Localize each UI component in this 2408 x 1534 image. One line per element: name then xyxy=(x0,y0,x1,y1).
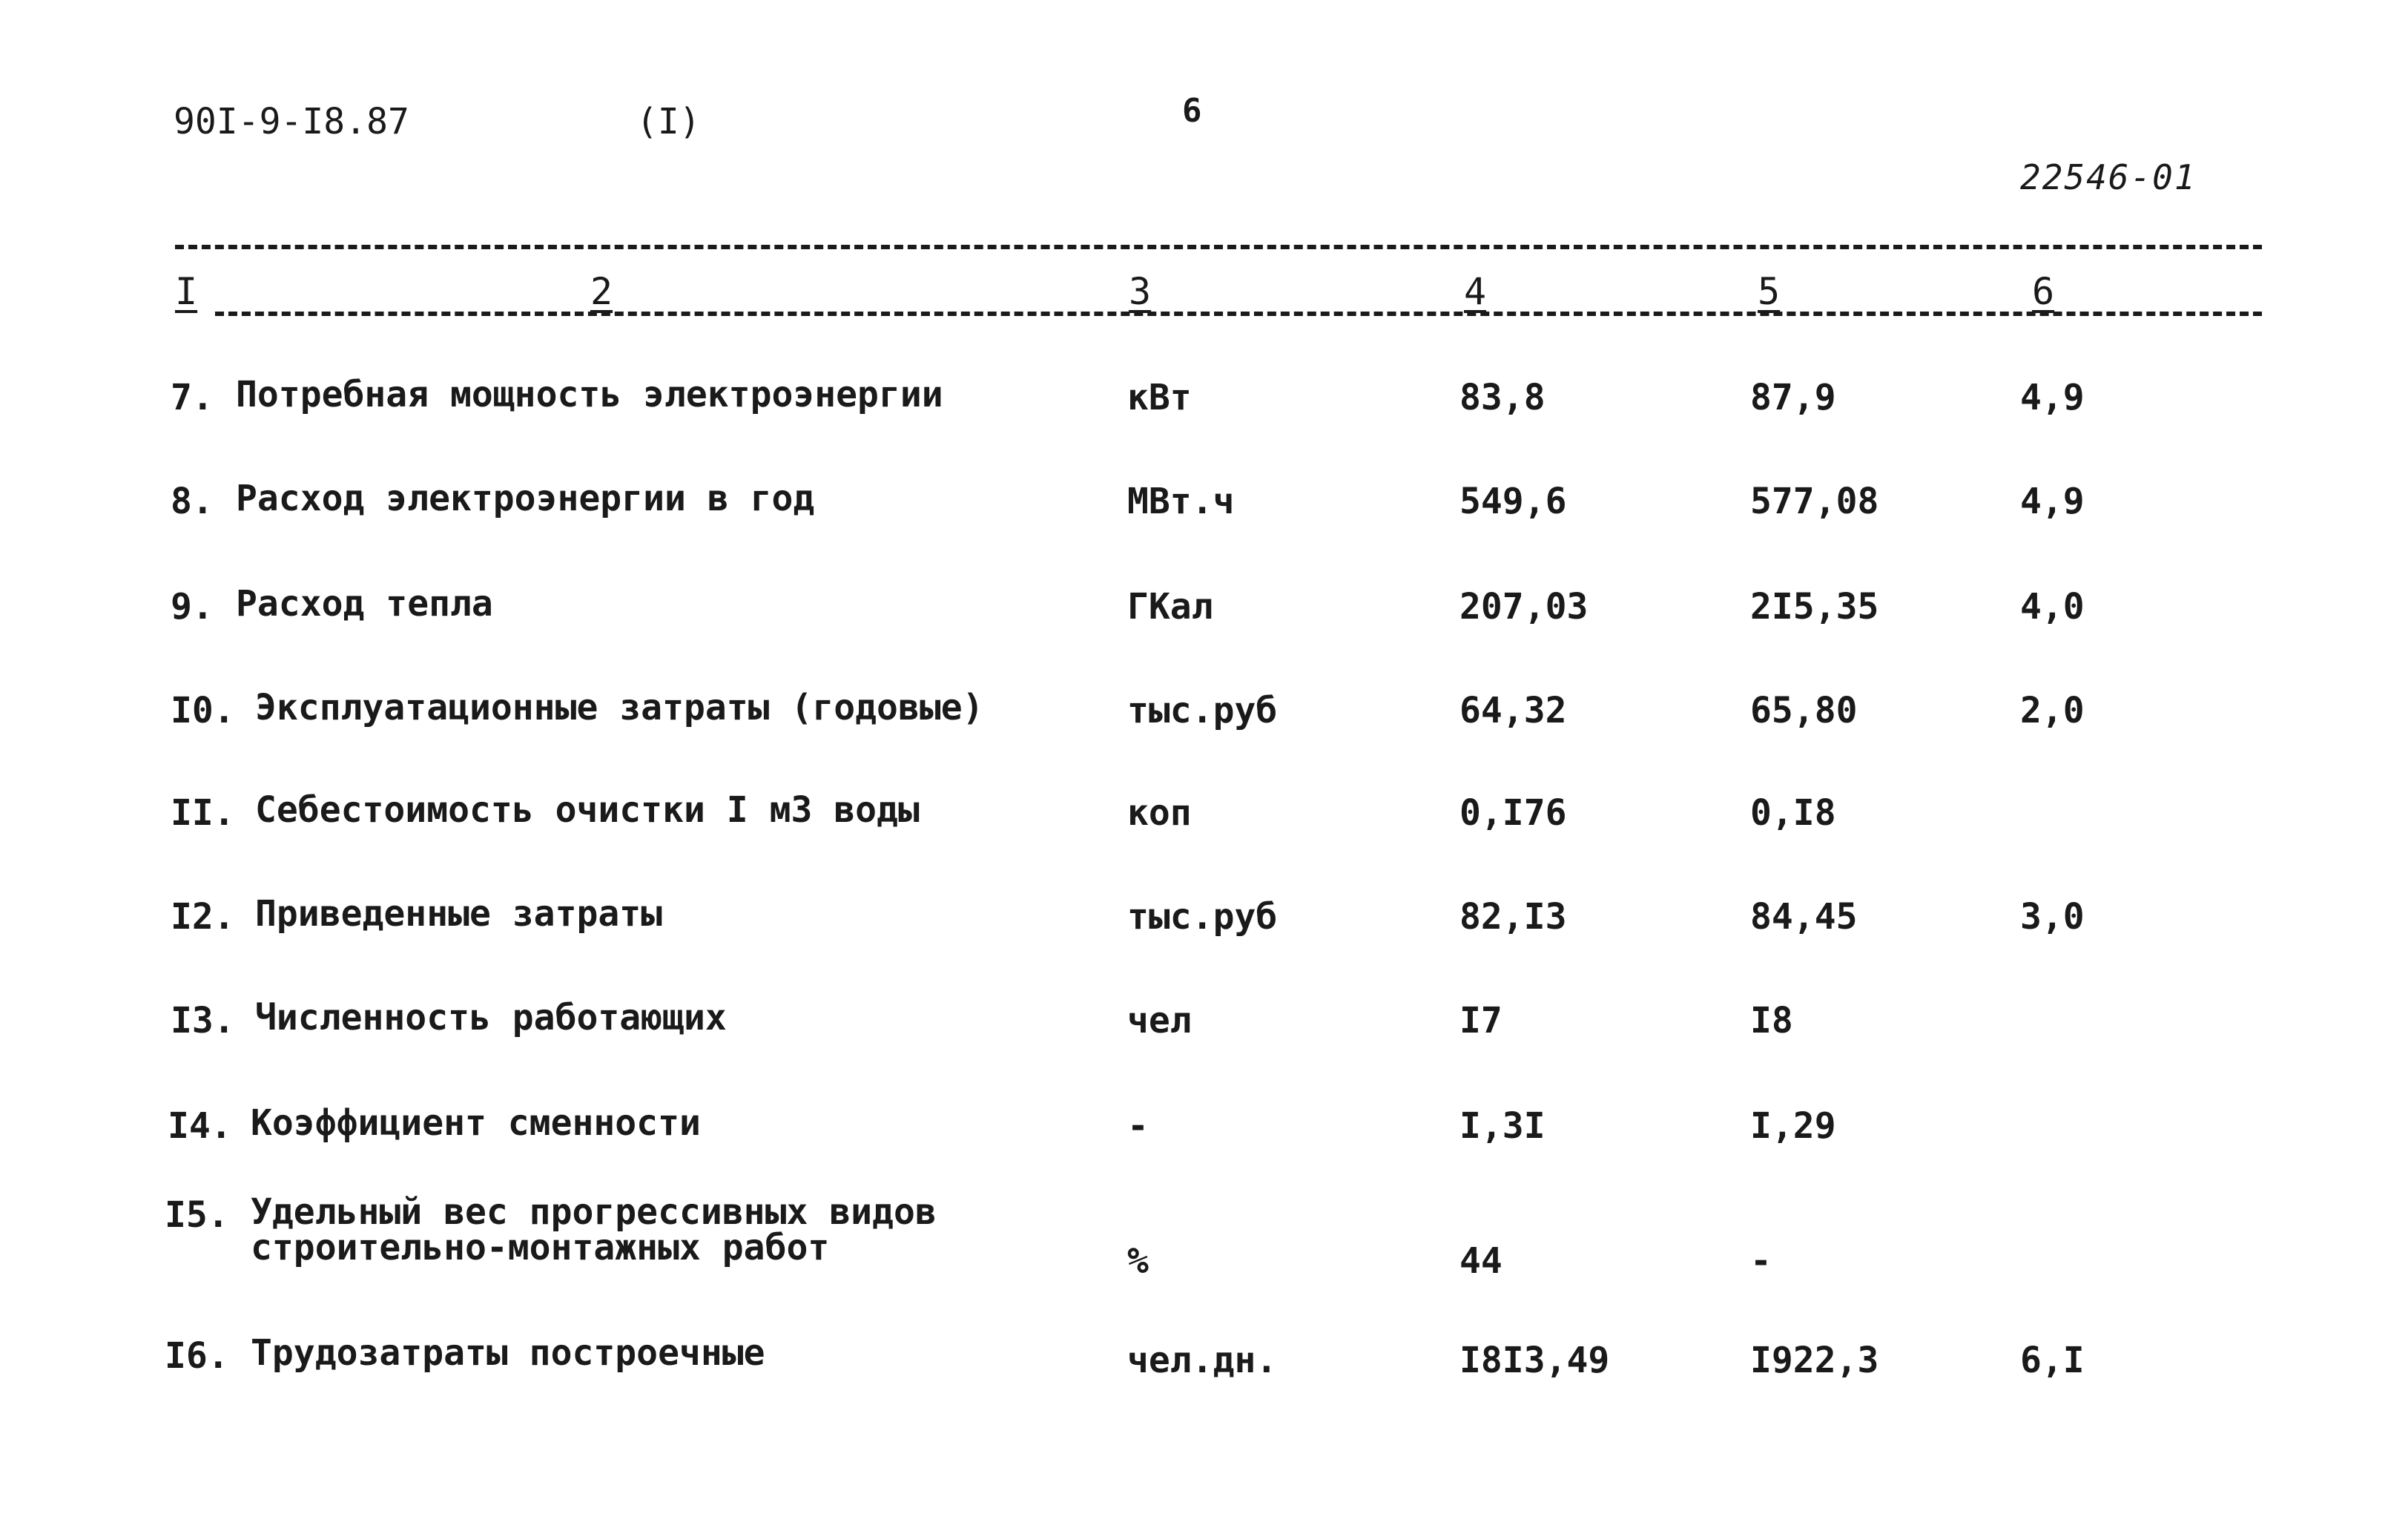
row-number: 9. xyxy=(171,586,214,628)
column-number-2: 2 xyxy=(590,270,613,313)
row-label: Себестоимость очистки I м3 воды xyxy=(255,789,920,831)
row-unit: % xyxy=(1127,1240,1149,1282)
row-value-col4: I,3I xyxy=(1459,1105,1546,1147)
row-number: I0. xyxy=(171,690,235,731)
row-unit: - xyxy=(1127,1105,1149,1147)
row-value-col4: 82,I3 xyxy=(1459,896,1567,938)
row-value-col5: 0,I8 xyxy=(1750,792,1836,834)
row-value-col4: 64,32 xyxy=(1459,690,1567,731)
row-unit: кВт xyxy=(1127,377,1192,418)
column-header-rule xyxy=(215,312,2262,316)
row-value-col4: 207,03 xyxy=(1459,586,1589,628)
row-value-col4: 549,6 xyxy=(1459,481,1567,522)
row-number: I4. xyxy=(168,1105,232,1147)
column-number-1: I xyxy=(175,270,198,313)
row-unit: чел.дн. xyxy=(1127,1340,1278,1381)
row-value-col6: 6,I xyxy=(2020,1340,2085,1381)
column-number-5: 5 xyxy=(1758,270,1781,313)
row-label: Расход электроэнергии в год xyxy=(236,478,815,519)
inventory-stamp: 22546-01 xyxy=(2020,157,2197,197)
row-label: Потребная мощность электроэнергии xyxy=(236,374,943,415)
table-row xyxy=(0,478,2408,540)
row-value-col5: 2I5,35 xyxy=(1750,586,1879,628)
row-value-col6: 2,0 xyxy=(2020,690,2085,731)
row-label: Коэффициент сменности xyxy=(251,1102,701,1144)
row-label: Трудозатраты построечные xyxy=(251,1332,765,1374)
column-number-4: 4 xyxy=(1464,270,1487,313)
row-value-col5: - xyxy=(1750,1240,1772,1282)
row-value-col5: 65,80 xyxy=(1750,690,1858,731)
row-value-col5: I922,3 xyxy=(1750,1340,1879,1381)
row-unit: ГКал xyxy=(1127,586,1213,628)
row-value-col5: I,29 xyxy=(1750,1105,1836,1147)
row-label: Приведенные затраты xyxy=(255,893,663,935)
table-row xyxy=(0,1332,2408,1395)
row-unit: тыс.руб xyxy=(1127,896,1278,938)
table-row xyxy=(0,1102,2408,1165)
row-value-col6: 4,9 xyxy=(2020,377,2085,418)
row-value-col5: 577,08 xyxy=(1750,481,1879,522)
row-value-col6: 4,9 xyxy=(2020,481,2085,522)
column-number-3: 3 xyxy=(1129,270,1152,313)
table-row xyxy=(0,374,2408,436)
row-label: Численность работающих xyxy=(255,997,727,1038)
row-number: 8. xyxy=(171,481,214,522)
row-value-col4: 0,I76 xyxy=(1459,792,1567,834)
row-unit: тыс.руб xyxy=(1127,690,1278,731)
table-row xyxy=(0,1191,2408,1298)
row-number: II. xyxy=(171,792,235,834)
row-number: I2. xyxy=(171,896,235,938)
row-value-col4: 44 xyxy=(1459,1240,1502,1282)
row-unit: МВт.ч xyxy=(1127,481,1235,522)
row-number: 7. xyxy=(171,377,214,418)
row-value-col4: I8I3,49 xyxy=(1459,1340,1610,1381)
table-row xyxy=(0,687,2408,749)
row-value-col6: 3,0 xyxy=(2020,896,2085,938)
row-value-col4: I7 xyxy=(1459,1000,1502,1041)
row-number: I5. xyxy=(165,1194,229,1236)
table-row xyxy=(0,893,2408,955)
row-value-col6: 4,0 xyxy=(2020,586,2085,628)
row-unit: коп xyxy=(1127,792,1192,834)
table-row xyxy=(0,789,2408,852)
row-unit: чел xyxy=(1127,1000,1192,1041)
row-value-col5: I8 xyxy=(1750,1000,1793,1041)
row-value-col5: 84,45 xyxy=(1750,896,1858,938)
document-code: 90I-9-I8.87 xyxy=(174,101,409,142)
row-number: I6. xyxy=(165,1335,229,1377)
row-label: Эксплуатационные затраты (годовые) xyxy=(255,687,984,728)
row-label-continuation: строительно-монтажных работ xyxy=(251,1227,830,1268)
document-part: (I) xyxy=(636,101,701,142)
row-value-col4: 83,8 xyxy=(1459,377,1546,418)
table-row xyxy=(0,997,2408,1059)
table-top-rule xyxy=(175,245,2262,249)
row-label: Расход тепла xyxy=(236,583,493,625)
row-value-col5: 87,9 xyxy=(1750,377,1836,418)
page-number: 6 xyxy=(1182,92,1202,130)
row-label: Удельный вес прогрессивных видов xyxy=(251,1191,937,1233)
column-number-6: 6 xyxy=(2032,270,2055,313)
table-row xyxy=(0,583,2408,645)
row-number: I3. xyxy=(171,1000,235,1041)
